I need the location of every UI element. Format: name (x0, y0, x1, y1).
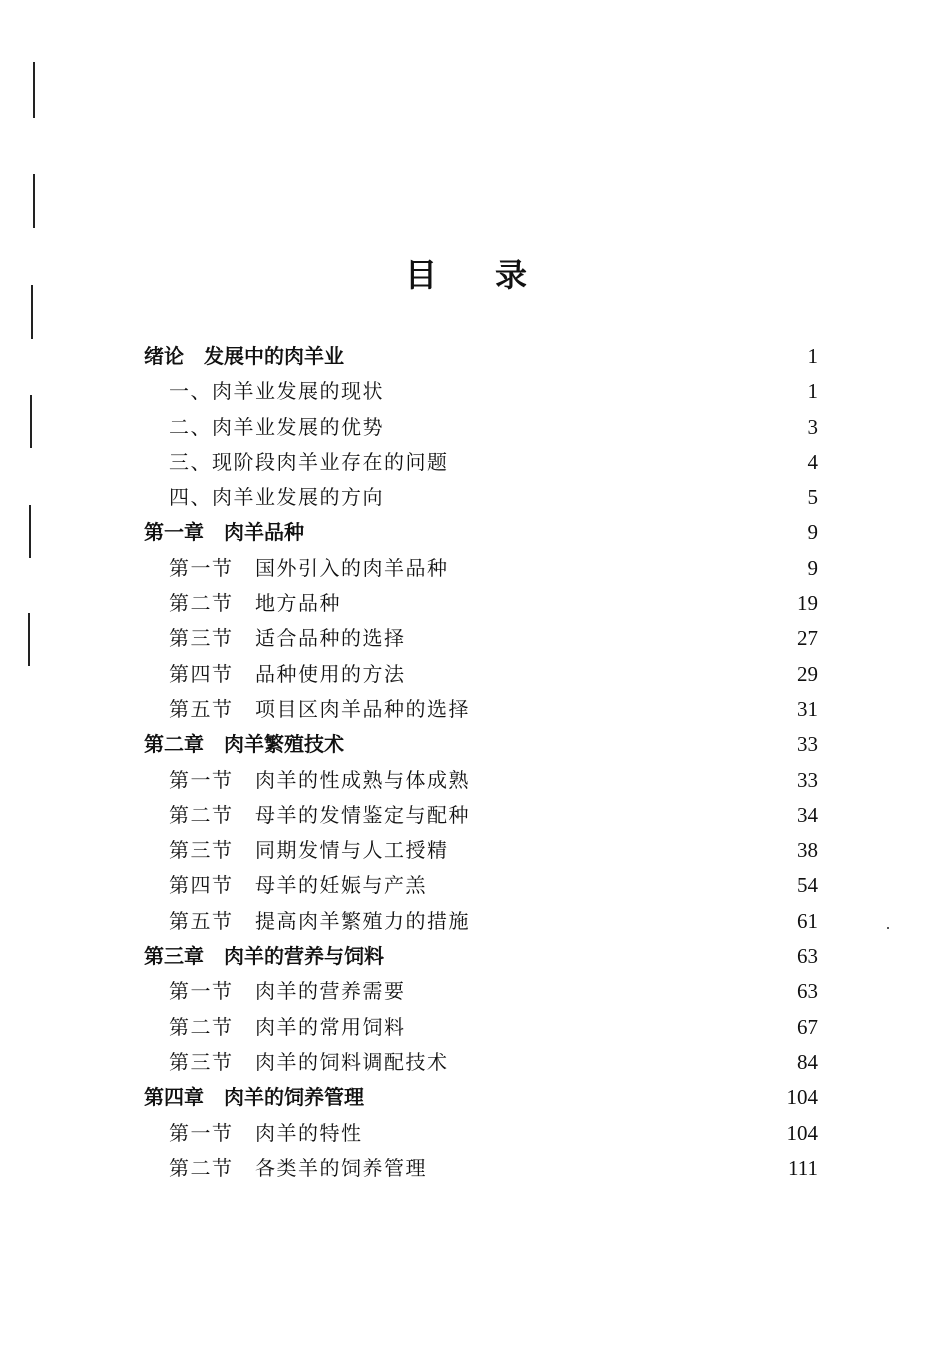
toc-entry-page-number: 63 (797, 944, 818, 969)
toc-section-entry (0, 1116, 950, 1151)
toc-entry-label: 第一节 肉羊的性成熟与体成熟 (169, 767, 470, 792)
scan-edge-mark (33, 62, 35, 118)
toc-entry-page-number: 4 (807, 449, 818, 474)
toc-entry-label: 三、现阶段肉羊业存在的问题 (169, 449, 449, 474)
toc-entry-page-number: 38 (797, 838, 818, 863)
toc-chapter-entry (0, 339, 950, 374)
toc-section-entry (0, 763, 950, 798)
toc-entry-page-number: 33 (797, 767, 818, 792)
toc-section-entry (0, 1010, 950, 1045)
toc-entry-page-number: 111 (788, 1155, 818, 1180)
toc-section-entry (0, 586, 950, 621)
toc-entry-page-number: 63 (797, 979, 818, 1004)
toc-chapter-entry (0, 515, 950, 550)
toc-entry-label: 第二节 各类羊的饲养管理 (169, 1155, 427, 1180)
scan-edge-mark (33, 174, 35, 228)
toc-section-entry (0, 692, 950, 727)
toc-entry-page-number: 104 (786, 1085, 818, 1110)
toc-chapter-entry (0, 1080, 950, 1115)
toc-entry-page-number: 9 (807, 520, 818, 545)
toc-entry-page-number: 3 (807, 414, 818, 439)
toc-section-entry (0, 798, 950, 833)
toc-section-entry (0, 410, 950, 445)
toc-entry-page-number: 19 (797, 591, 818, 616)
toc-entry-label: 二、肉羊业发展的优势 (169, 414, 384, 439)
toc-section-entry (0, 904, 950, 939)
toc-entry-label: 第一节 肉羊的营养需要 (169, 979, 406, 1004)
toc-section-entry (0, 657, 950, 692)
toc-entry-label: 第二节 肉羊的常用饲料 (169, 1014, 406, 1039)
toc-entry-label: 第二章 肉羊繁殖技术 (144, 732, 344, 757)
toc-chapter-entry (0, 939, 950, 974)
toc-section-entry (0, 621, 950, 656)
table-of-contents (0, 339, 950, 1186)
toc-entry-label: 第四节 品种使用的方法 (169, 661, 406, 686)
toc-entry-label: 第三节 肉羊的饲料调配技术 (169, 1049, 449, 1074)
toc-section-entry (0, 551, 950, 586)
toc-entry-label: 第一节 肉羊的特性 (169, 1120, 363, 1145)
toc-entry-label: 第三节 适合品种的选择 (169, 626, 406, 651)
toc-entry-page-number: 29 (797, 661, 818, 686)
toc-entry-label: 第三节 同期发情与人工授精 (169, 838, 449, 863)
toc-entry-label: 第四节 母羊的妊娠与产羔 (169, 873, 427, 898)
toc-entry-label: 第一章 肉羊品种 (144, 520, 304, 545)
toc-entry-page-number: 54 (797, 873, 818, 898)
toc-entry-label: 第三章 肉羊的营养与饲料 (144, 944, 384, 969)
toc-entry-label: 四、肉羊业发展的方向 (169, 485, 384, 510)
toc-entry-page-number: 61 (797, 908, 818, 933)
toc-entry-label: 第一节 国外引入的肉羊品种 (169, 555, 449, 580)
toc-section-entry (0, 974, 950, 1009)
toc-entry-page-number: 104 (786, 1120, 818, 1145)
toc-section-entry (0, 833, 950, 868)
toc-entry-page-number: 31 (797, 696, 818, 721)
toc-entry-label: 第二节 母羊的发情鉴定与配种 (169, 802, 470, 827)
toc-entry-page-number: 9 (807, 555, 818, 580)
toc-entry-page-number: 1 (807, 344, 818, 368)
toc-entry-page-number: 27 (797, 626, 818, 651)
toc-entry-page-number: 33 (797, 732, 818, 757)
toc-entry-page-number: 67 (797, 1014, 818, 1039)
toc-section-entry (0, 445, 950, 480)
toc-entry-page-number: 84 (797, 1049, 818, 1074)
toc-entry-label: 一、肉羊业发展的现状 (169, 379, 384, 404)
toc-entry-label: 第二节 地方品种 (169, 591, 341, 616)
toc-entry-label: 绪论 发展中的肉羊业 (144, 344, 344, 368)
toc-section-entry (0, 1045, 950, 1080)
toc-section-entry (0, 1151, 950, 1186)
toc-section-entry (0, 868, 950, 903)
toc-entry-page-number: 1 (807, 379, 818, 404)
page-title: 目录 (404, 256, 585, 294)
toc-entry-label: 第五节 项目区肉羊品种的选择 (169, 696, 470, 721)
toc-section-entry (0, 480, 950, 515)
toc-section-entry (0, 374, 950, 409)
toc-entry-page-number: 5 (807, 485, 818, 510)
toc-entry-page-number: 34 (797, 802, 818, 827)
toc-chapter-entry (0, 727, 950, 762)
toc-entry-label: 第五节 提高肉羊繁殖力的措施 (169, 908, 470, 933)
toc-entry-label: 第四章 肉羊的饲养管理 (144, 1085, 364, 1110)
